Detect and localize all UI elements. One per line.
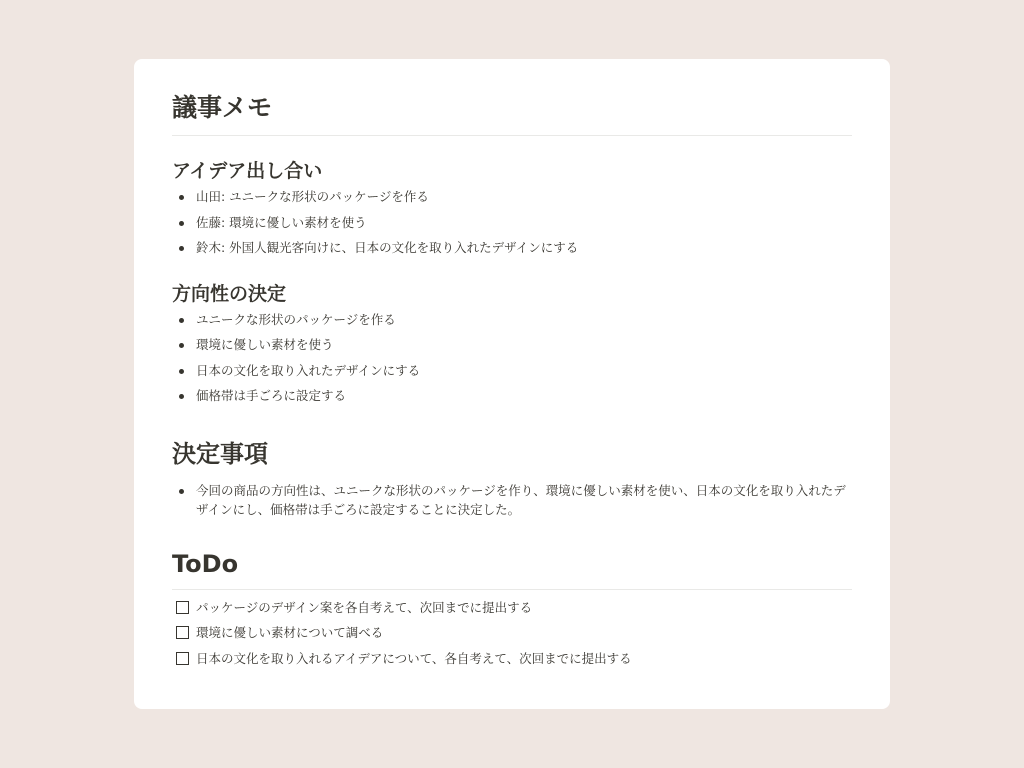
section-heading-decisions: 決定事項 [172,439,268,468]
ideas-list [172,184,852,261]
section-heading-direction: 方向性の決定 [172,282,287,305]
list-item [172,383,852,409]
todo-heading: ToDo [172,547,852,590]
list-item-text: 今回の商品の方向性は、ユニークな形状のパッケージを作り、環境に優しい素材を使い、日本の文化を取り入れたデザインにし、価格帯は手ごろに設定することに決定した。 [196,482,846,517]
list-item-text: 佐藤: 環境に優しい素材を使う [196,214,367,230]
section-heading-ideas: アイデア出し合い [172,160,323,182]
direction-list [172,307,852,409]
list-item-text: 価格帯は手ごろに設定する [196,388,347,403]
todo-item [172,620,852,646]
list-item-text: 鈴木: 外国人観光客向けに、日本の文化を取り入れたデザインにする [196,240,579,255]
list-item-text: ユニークな形状のパッケージを作る [196,311,396,327]
bullet-icon [179,246,184,251]
page-title: 議事メモ [172,88,852,136]
checkbox-icon[interactable] [176,652,189,665]
todo-item-label: 環境に優しい素材について調べる [196,625,384,640]
bullet-icon [179,318,184,323]
list-item-text: 日本の文化を取り入れたデザインにする [196,362,421,378]
checkbox-icon[interactable] [176,601,189,614]
todo-item [172,646,852,672]
list-item [172,184,852,210]
todo-item-label: パッケージのデザイン案を各自考えて、次回までに提出する [196,599,533,615]
bullet-icon [179,394,184,399]
list-item [172,332,852,358]
decisions-list [172,481,852,519]
list-item [172,210,852,236]
bullet-icon [179,343,184,348]
todo-item [172,595,852,621]
list-item [172,358,852,384]
note-page [134,59,890,709]
list-item-text: 山田: ユニークな形状のパッケージを作る [196,189,429,204]
list-item [172,235,852,261]
list-item-text: 環境に優しい素材を使う [196,337,334,352]
todo-list [172,595,852,672]
bullet-icon [179,221,184,226]
checkbox-icon[interactable] [176,626,189,639]
list-item [172,481,852,519]
bullet-icon [179,369,184,374]
bullet-icon [179,489,184,494]
list-item [172,307,852,333]
bullet-icon [179,195,184,200]
todo-item-label: 日本の文化を取り入れるアイデアについて、各自考えて、次回までに提出する [196,650,632,666]
